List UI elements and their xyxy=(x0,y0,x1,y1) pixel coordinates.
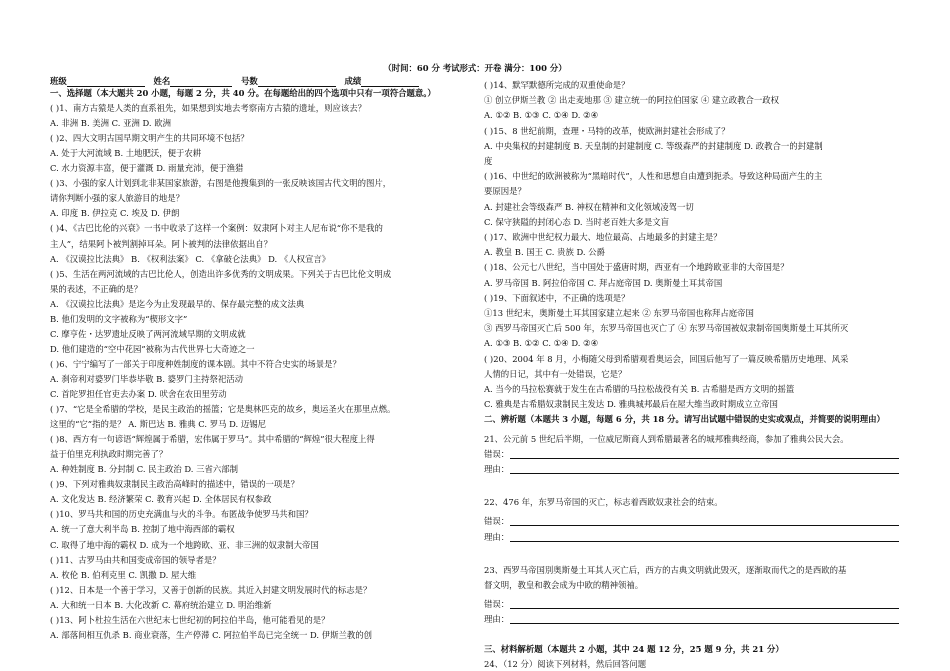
left-line-28: ( )10、罗马共和国的历史充满血与火的斗争。布匿战争使罗马共和国？ xyxy=(50,509,313,520)
left-line-30: C. 取得了地中海的霸权 D. 成为一个地跨欧、亚、非三洲的奴隶制大帝国 xyxy=(50,539,319,550)
name-label: 姓名 xyxy=(153,76,171,86)
left-line-11: A. 《汉谟拉比法典》 B. 《权利法案》 C. 《拿破仑法典》 D. 《人权宣言》 xyxy=(50,253,331,264)
right-line-9: C. 保守狭隘的封闭心态 D. 当时老百姓大多是文盲 xyxy=(484,216,669,227)
left-line-27: A. 文化发达 B. 经济繁荣 C. 教育兴起 D. 全体居民有权参政 xyxy=(50,494,272,505)
left-line-6: ( )3、小强的家人计划到北非某国家旅游，右图是他搜集到的一张反映该国古代文明的图片， xyxy=(50,178,392,189)
right-line-29: 23、西罗马帝国別奥斯曼土耳其人灭亡后，西方的古典文明就此毁灭，逐渐取而代之的是西欧的基 xyxy=(484,564,847,575)
left-line-3: ( )2、四大文明古国早期文明产生的共同环境不包括？ xyxy=(50,133,249,144)
left-line-18: ( )6、宁宁编写了一部关于印度种姓制度的课本剧。其中不符合史实的场景是？ xyxy=(50,358,341,369)
left-line-22: 这里的“它”指的是？ A. 斯巴达 B. 雅典 C. 罗马 D. 迈锡尼 xyxy=(50,419,266,430)
student-info-row xyxy=(50,76,475,87)
right-line-23: 21、公元前 5 世纪后半期，一位威尼斯商人到希腊最著名的城邦雅典经商，参加了雅典公民大会。 xyxy=(484,433,849,444)
left-line-19: A. 刹帝利对婆罗门毕恭毕敬 B. 婆罗门主持祭祀活动 xyxy=(50,373,244,384)
right-line-32: 理由： xyxy=(484,614,510,625)
right-line-16: ③ 西罗马帝国灭亡后 500 年，东罗马帝国也灭亡了 ④ 东罗马帝国被奴隶制帝国奥斯曼土耳其所灭 xyxy=(484,323,849,334)
class-field[interactable] xyxy=(67,77,145,87)
number-field[interactable] xyxy=(258,77,336,87)
left-line-21: ( )7、“它是全希腊的学校，是民主政治的摇篮；它是奥林匹克的故乡，奥运圣火在那里点燃。 xyxy=(50,404,396,415)
left-line-25: A. 种姓制度 B. 分封制 C. 民主政治 D. 三省六部制 xyxy=(50,464,239,475)
right-line-33: 三、材料解析题（本题共 2 小题，其中 24 题 12 分，25 题 9 分，共 21 分） xyxy=(484,643,784,654)
right-line-2: A. ①② B. ①③ C. ①④ D. ②④ xyxy=(484,110,599,121)
left-line-15: B. 他们发明的文字被称为“楔形文字” xyxy=(50,313,188,324)
answer-line[interactable] xyxy=(510,541,899,542)
right-line-8: A. 封建社会等级森严 B. 神权在精神和文化领域凌驾一切 xyxy=(484,201,694,212)
left-line-26: ( )9、下列对雅典奴隶制民主政治高峰时的描述中，错误的一项是？ xyxy=(50,479,300,490)
left-line-8: A. 印度 B. 伊拉克 C. 埃及 D. 伊朗 xyxy=(50,208,180,219)
right-line-11: A. 教皇 B. 国王 C. 贵族 D. 公爵 xyxy=(484,247,606,258)
left-line-29: A. 统一了意大利半岛 B. 控制了地中海西部的霸权 xyxy=(50,524,235,535)
left-line-36: A. 部落间相互仇杀 B. 商业衰落，生产停滞 C. 阿拉伯半岛已完全统一 D. 伊斯兰教的创 xyxy=(50,629,373,640)
right-line-25: 理由： xyxy=(484,464,510,474)
left-line-14: A. 《汉谟拉比法典》是迄今为止发现最早的、保存最完整的成文法典 xyxy=(50,298,305,309)
right-line-14: ( )19、下面叙述中，不正确的选项是？ xyxy=(484,292,630,303)
left-line-33: ( )12、日本是一个善于学习，又善于创新的民族。其近入封建文明发展时代的标志是？ xyxy=(50,584,372,595)
right-line-27: 错误： xyxy=(484,516,510,527)
right-line-4: A. 中央集权的封建制度 B. 天皇制的封建制度 C. 等级森严的封建制度 D. 政教合一的封建制 xyxy=(484,140,823,151)
answer-line[interactable] xyxy=(510,458,899,459)
right-line-18: ( )20、2004 年 8 月，小梅随父母到希腊观看奥运会，回国后他写了一篇反映希腊历史地理、风采 xyxy=(484,353,849,364)
class-label: 班级 xyxy=(50,76,67,86)
left-line-24: 益于伯里克利执政时期完善了？ xyxy=(50,449,168,460)
left-line-17: D. 他们建造的“空中花园”被称为古代世界七大奇迹之一 xyxy=(50,343,255,354)
answer-line[interactable] xyxy=(510,473,899,474)
right-line-17: A. ①③ B. ①② C. ①④ D. ②④ xyxy=(484,338,599,349)
left-line-32: A. 枚伦 B. 伯利克里 C. 凯撒 D. 屋大维 xyxy=(50,569,197,580)
right-line-10: ( )17、欧洲中世纪权力最大、地位最高、占地最多的封建主是？ xyxy=(484,232,722,242)
right-line-1: ① 创立伊斯兰教 ② 出走麦地那 ③ 建立统一的阿拉伯国家 ④ 建立政教合一政权 xyxy=(484,95,780,106)
answer-line[interactable] xyxy=(510,608,899,609)
left-line-20: C. 首陀罗担任官吏去办案 D. 吠舍在农田里劳动 xyxy=(50,389,227,399)
right-line-12: ( )18、公元七八世纪，当中国处于盛唐时期，西亚有一个地跨欧亚非的大帝国是？ xyxy=(484,262,789,273)
left-line-9: ( )4、《古巴比伦的兴衰》一书中收录了这样一个案例：奴隶阿卜对主人尼布说“你不是我的 xyxy=(50,223,383,234)
answer-line[interactable] xyxy=(510,623,899,624)
right-line-30: 督文明，教皇和教会成为中欧的精神领袖。 xyxy=(484,580,644,590)
left-line-2: A. 非洲 B. 美洲 C. 亚洲 D. 欧洲 xyxy=(50,118,172,129)
right-line-28: 理由： xyxy=(484,531,510,542)
left-line-12: ( )5、生活在两河流域的古巴比伦人，创造出许多优秀的文明成果。下列关于古巴比伦文明成 xyxy=(50,268,392,279)
right-line-5: 度 xyxy=(484,156,493,166)
left-line-23: ( )8、西方有一句谚语“辉煌属于希腊，宏伟属于罗马”。其中希腊的“辉煌”很大程度上得 xyxy=(50,434,375,445)
right-line-15: ①13 世纪末，奥斯曼土耳其国家建立起来 ② 东罗马帝国也称拜占庭帝国 xyxy=(484,308,754,318)
right-line-3: ( )15、8 世纪前期，查理・马特的改革，使欧洲封建社会形成了？ xyxy=(484,125,730,136)
right-line-20: A. 当今的马拉松赛就于发生在古希腊的马拉松战役有关 B. 古希腊是西方文明的摇篮 xyxy=(484,384,795,394)
right-line-6: ( )16、中世纪的欧洲被称为“黑暗时代”，人性和思想自由遭到扼杀。导致这种局面产生的主 xyxy=(484,171,823,182)
score-field[interactable] xyxy=(361,77,419,87)
left-line-1: ( )1、南方古猿是人类的直系祖先，如果想到实地去考察南方古猿的遗址，则应该去？ xyxy=(50,103,367,114)
right-line-7: 要原因是？ xyxy=(484,186,526,197)
answer-line[interactable] xyxy=(510,525,899,526)
right-line-31: 错误： xyxy=(484,599,510,610)
left-line-5: C. 水力资源丰富，便于灌溉 D. 雨量充沛，便于渔猎 xyxy=(50,163,244,174)
left-line-10: 主人”，结果阿卜被判割掉耳朵。阿卜被判的法律依据出自？ xyxy=(50,238,273,249)
right-line-24: 错误： xyxy=(484,448,510,459)
right-line-34: 24、（12 分）阅读下列材料，然后回答问题 xyxy=(484,658,647,669)
left-line-13: 果的表述，不正确的是？ xyxy=(50,283,143,294)
right-line-13: A. 罗马帝国 B. 阿拉伯帝国 C. 拜占庭帝国 D. 奥斯曼土耳其帝国 xyxy=(484,277,723,288)
left-line-0: 一、选择题（本大题共 20 小题，每题 2 分，共 40 分。在每题给出的四个选项中只有一项符合题意。） xyxy=(50,88,436,98)
left-line-16: C. 摩亨佐・达罗遗址反映了两河流域早期的文明成就 xyxy=(50,328,246,339)
right-line-0: ( )14、默罕默德所完成的双重使命是？ xyxy=(484,80,630,90)
right-line-22: 二、辨析题（本题共 3 小题，每题 6 分，共 18 分。请写出试题中错误的史实或观点，并简要的说明理由） xyxy=(484,414,885,425)
left-line-7: 请你判断小强的家人旅游目的地是？ xyxy=(50,193,184,204)
right-line-19: 人情的日记，其中有一处错误，它是？ xyxy=(484,368,627,379)
right-line-26: 22、476 年，东罗马帝国的灭亡，标志着西欧奴隶社会的结束。 xyxy=(484,497,723,508)
left-line-34: A. 大和统一日本 B. 大化改新 C. 幕府统治建立 D. 明治维新 xyxy=(50,599,272,610)
score-label: 成绩 xyxy=(344,76,362,86)
number-label: 号数 xyxy=(241,76,258,86)
name-field[interactable] xyxy=(170,77,232,87)
right-line-21: C. 雅典是古希腊奴隶制民主发达 D. 雅典城邦最后在屋大维当政时期成立立帝国 xyxy=(484,399,778,410)
left-line-31: ( )11、古罗马由共和国变成帝国的领导者是？ xyxy=(50,554,221,565)
exam-info: （时间：60 分 考试形式：开卷 满分：100 分） xyxy=(383,63,567,73)
left-line-35: ( )13、阿卜杜拉生活在六世纪末七世纪初的阿拉伯半岛，他可能看见的是？ xyxy=(50,614,330,625)
left-line-4: A. 处于大河流域 B. 土地肥沃，便于农耕 xyxy=(50,148,202,159)
